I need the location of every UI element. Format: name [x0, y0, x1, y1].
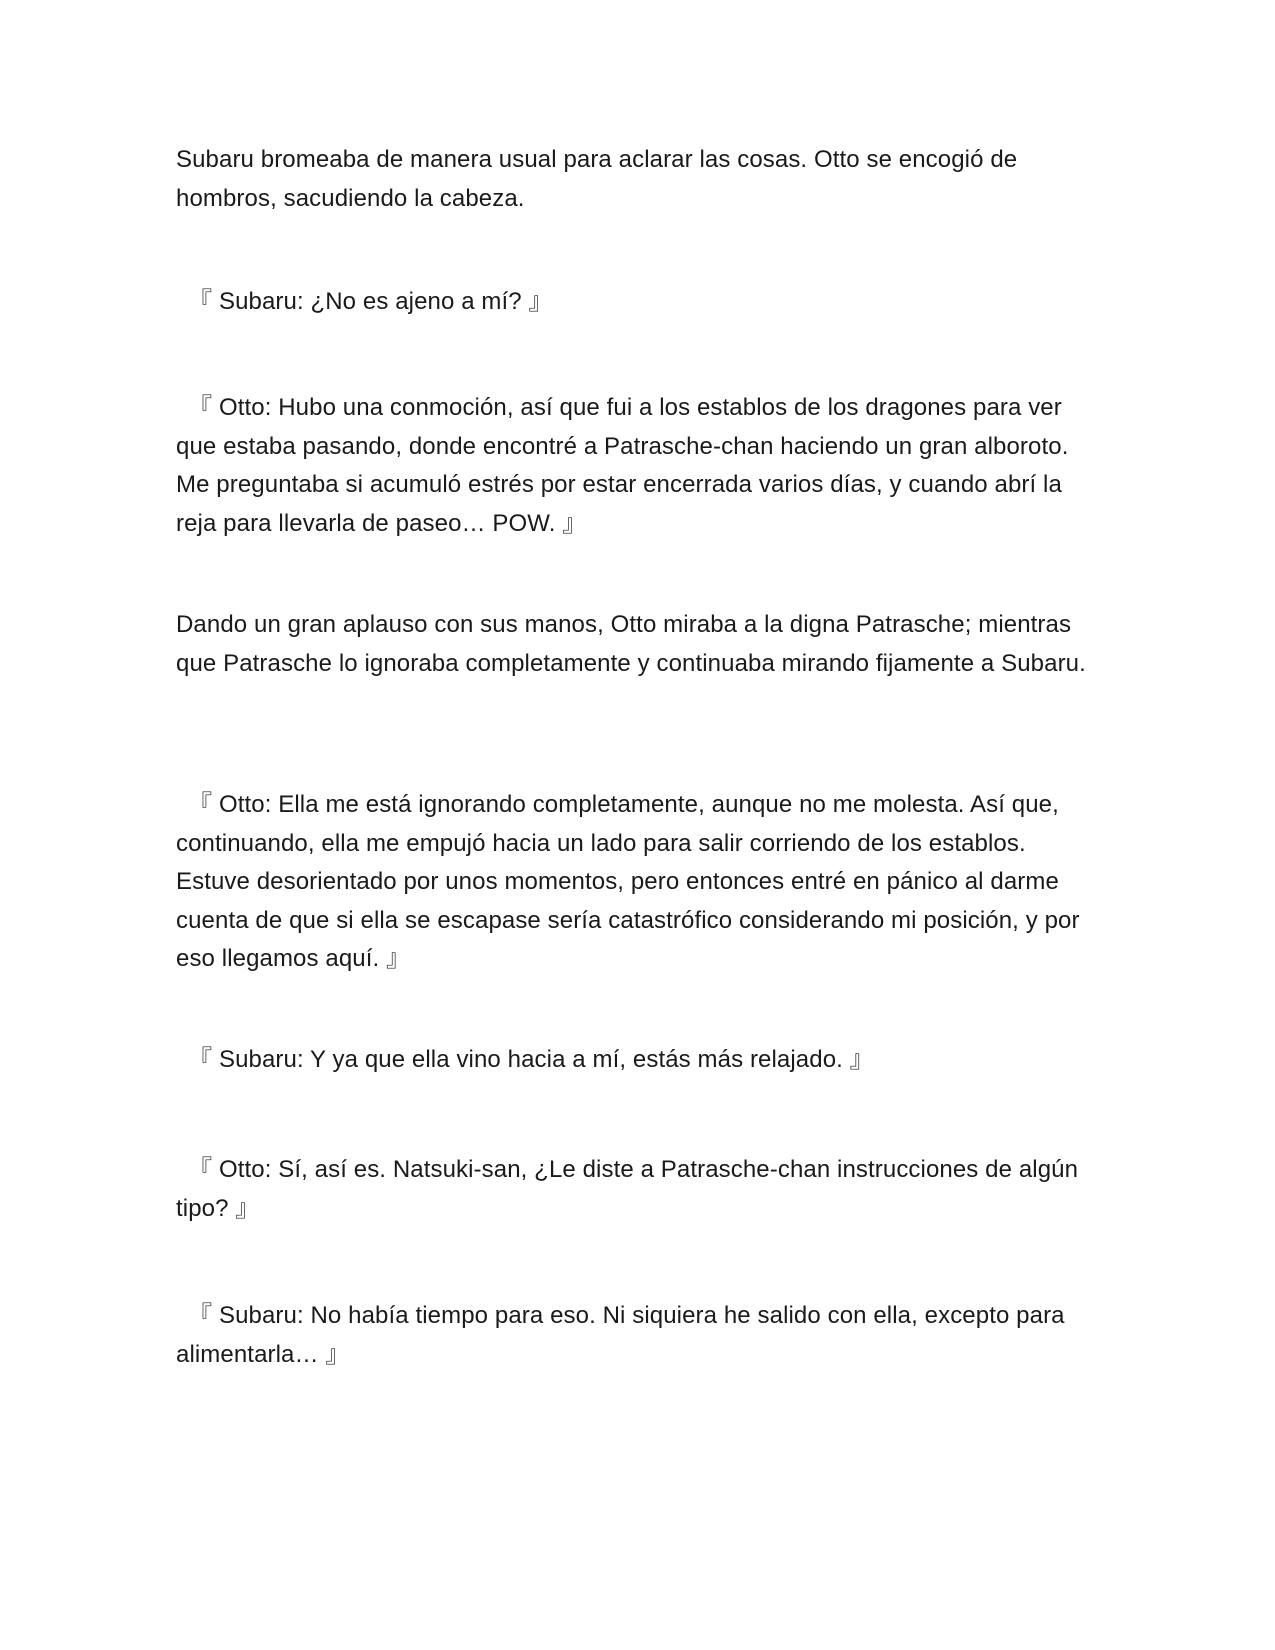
paragraph-narration-2: Dando un gran aplauso con sus manos, Otto miraba a la digna Patrasche; mientras que Patrasche lo ignoraba completamente y continuaba mirando fijamente a Subaru. — [176, 611, 1086, 677]
paragraph-dialogue-subaru-2: 『 Subaru: Y ya que ella vino hacia a mí, estás más relajado. 』 — [176, 1046, 874, 1073]
paragraph-dialogue-otto-2: 『 Otto: Ella me está ignorando completamente, aunque no me molesta. Así que, continuando, ella me empujó hacia un lado para salir corriendo de los establos. Estuve desorientado por unos momentos, pero entonces entré en pánico al darme cuenta de que si ella se escapase sería catastrófico considerando mi posición, y por eso llegamos aquí. 』 — [176, 791, 1080, 972]
paragraph-narration-1: Subaru bromeaba de manera usual para aclarar las cosas. Otto se encogió de hombros, sacudiendo la cabeza. — [176, 146, 1018, 212]
paragraph-dialogue-otto-3: 『 Otto: Sí, así es. Natsuki-san, ¿Le diste a Patrasche-chan instrucciones de algún tipo? 』 — [176, 1156, 1079, 1222]
paragraph-dialogue-subaru-1: 『 Subaru: ¿No es ajeno a mí? 』 — [176, 288, 553, 315]
paragraph-dialogue-subaru-3: 『 Subaru: No había tiempo para eso. Ni siquiera he salido con ella, excepto para alimentarla… 』 — [176, 1302, 1065, 1368]
paragraph-dialogue-otto-1: 『 Otto: Hubo una conmoción, así que fui a los establos de los dragones para ver que estaba pasando, donde encontré a Patrasche-chan haciendo un gran alboroto. Me preguntaba si acumuló estrés por estar encerrada varios días, y cuando abrí la reja para llevarla de paseo… POW. 』 — [176, 394, 1069, 537]
